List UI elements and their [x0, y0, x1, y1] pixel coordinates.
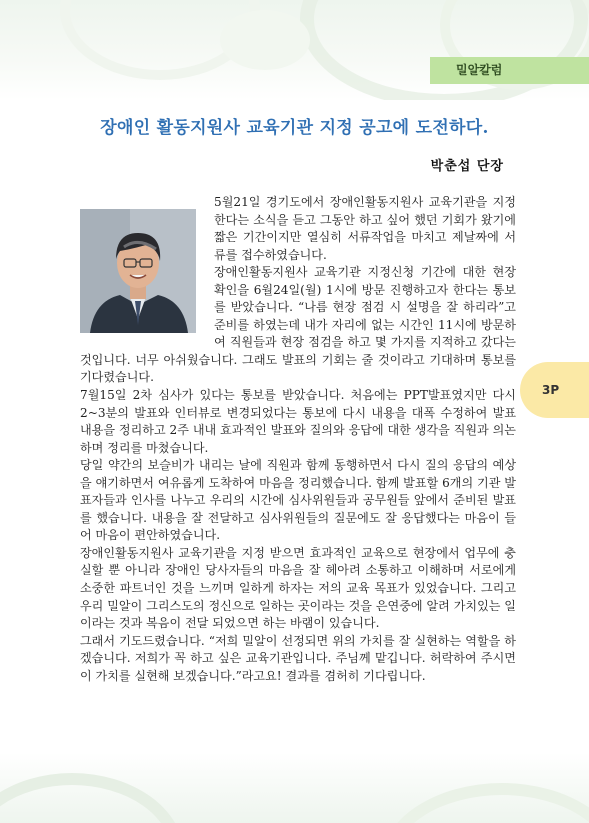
header-decoration: [0, 0, 589, 100]
paragraph: 5월21일 경기도에서 장애인활동지원사 교육기관을 지정한다는 소식을 듣고 그동안 하고 싶어 했던 기회가 왔기에 짧은 기간이지만 열심히 서류작업을 마치고 제날짜에 서류를 접수하였습니다.: [214, 195, 516, 262]
article-body: [80, 194, 516, 685]
paragraph: 그래서 기도드렸습니다. “저희 밀알이 선정되면 위의 가치를 잘 실현하는 역할을 하겠습니다. 저희가 꼭 하고 싶은 교육기관입니다. 주님께 맡깁니다. 허락하여 주시면 이 가치를 실현해 보겠습니다.”라고요! 결과를 겸허히 기다립니다.: [80, 633, 516, 683]
paragraph: 당일 약간의 보슬비가 내리는 날에 직원과 함께 동행하면서 다시 질의 응답의 예상을 얘기하면서 여유롭게 도착하여 마음을 정리했습니다. 함께 발표할 6개의 기관 발표자들과 인사를 나누고 우리의 시간에 심사위원들과 공무원들 앞에서 준비된 발표를 했습니다. 내용을 잘 전달하고 심사위원들의 질문에도 잘 응답했다는 마음이 들어 마음이 편안하였습니다.: [80, 458, 516, 543]
footer-decoration: [0, 753, 589, 823]
paragraph: 장애인활동지원사 교육기관을 지정 받으면 효과적인 교육으로 현장에서 업무에 충실할 뿐 아니라 장애인 당사자들의 마음을 잘 헤아려 소통하고 이해하며 서로에게 소중한 파트너인 것을 느끼며 일하게 하자는 저의 교육 목표가 있었습니다. 그리고 우리 밀알이 그리스도의 정신으로 일하는 곳이라는 것을 은연중에 알려 가치있는 일이라는 것과 복음이 전달 되었으면 하는 바램이 있습니다.: [80, 545, 516, 631]
article-author: 박춘섭 단장: [430, 159, 504, 174]
page-number-tab: 3P: [520, 362, 589, 418]
paragraph: 7월15일 2차 심사가 있다는 통보를 받았습니다. 처음에는 PPT발표였지만 다시 2~3분의 발표와 인터뷰로 변경되었다는 통보에 다시 내용을 대폭 수정하여 발표 내용을 정리하고 2주 내내 효과적인 발표와 질의와 응답에 대한 생각을 직원과 의논하며 정리를 마쳤습니다.: [80, 388, 516, 455]
article-title: 장애인 활동지원사 교육기관 지정 공고에 도전하다.: [100, 118, 489, 138]
section-label: 밀알칼럼: [430, 57, 589, 84]
paragraph: 장애인활동지원사 교육기관 지정신청 기간에 대한 현장 확인을 6월24일(월) 1시에 방문 진행하고자 한다는 통보를 받았습니다. “나름 현장 점검 시 설명을 잘 하리라”고 준비를 하였는데 내가 자리에 없는 시간인 11시에 방문하여 직원들과 현장 점검을 하고 몇 가지를 지적하고 갔다는 것입니다. 너무 아쉬웠습니다. 그래도 발표의 기회는 줄 것이라고 기대하며 통보를 기다렸습니다.: [80, 265, 516, 385]
